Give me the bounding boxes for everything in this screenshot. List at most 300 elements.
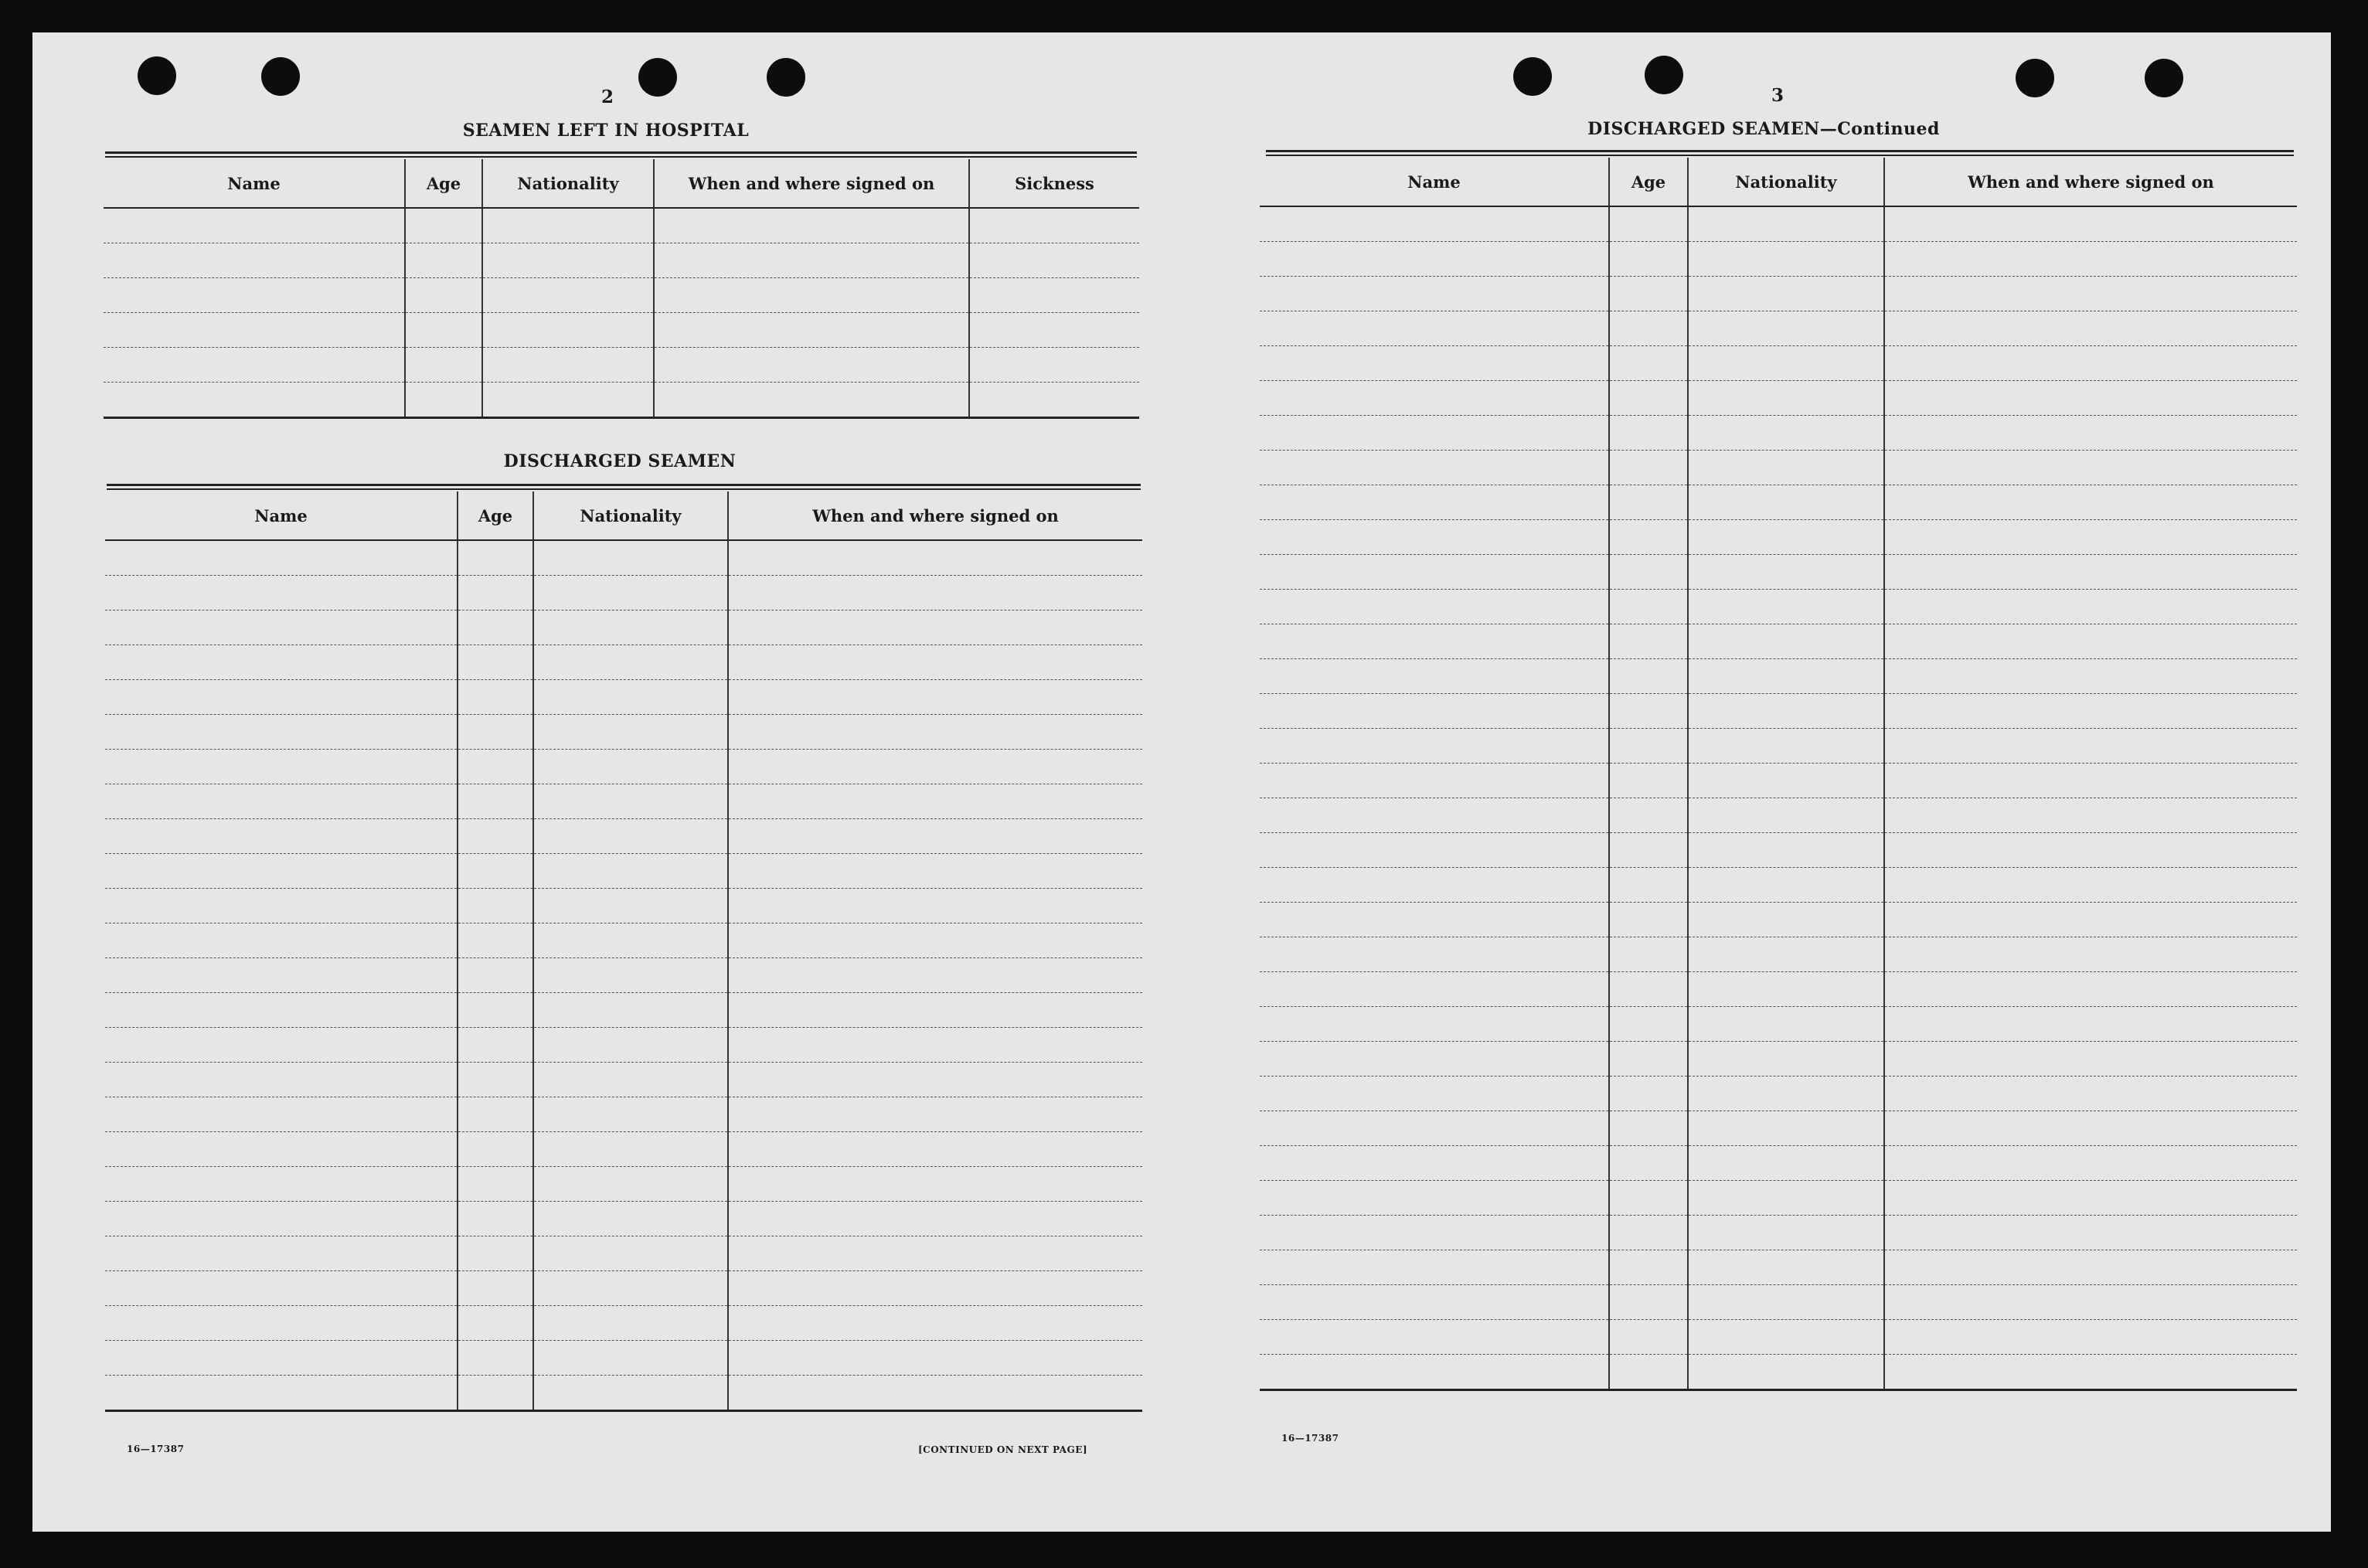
table-cell (533, 1028, 728, 1063)
table-row (1260, 485, 2297, 520)
punch-hole (261, 57, 300, 96)
table-cell (1260, 1077, 1609, 1111)
table-cell (533, 540, 728, 576)
table-cell (728, 1097, 1142, 1132)
table-cell (1260, 590, 1609, 624)
column-header-name: Name (105, 491, 458, 540)
table-cell (1688, 346, 1884, 381)
table-cell (1609, 311, 1688, 346)
table-cell (1260, 694, 1609, 729)
table-row (104, 278, 1139, 313)
table-cell (728, 1028, 1142, 1063)
table-cell (969, 278, 1139, 313)
table-row (1260, 659, 2297, 694)
table-cell (533, 1341, 728, 1376)
hospital-table (104, 159, 1139, 419)
table-cell (1260, 764, 1609, 798)
table-cell (1609, 937, 1688, 972)
table-cell (105, 1271, 458, 1306)
table-cell (1609, 903, 1688, 937)
table-row (105, 680, 1142, 715)
table-row (105, 576, 1142, 611)
table-row (105, 1341, 1142, 1376)
form-number: 16—17387 (1281, 1433, 1339, 1444)
table-row (1260, 1007, 2297, 1042)
table-cell (405, 278, 482, 313)
table-cell (105, 854, 458, 889)
table-cell (105, 958, 458, 993)
table-cell (105, 1097, 458, 1132)
table-row (105, 611, 1142, 645)
table-cell (1688, 1320, 1884, 1355)
table-cell (104, 313, 405, 348)
table-cell (1260, 1216, 1609, 1250)
table-row (1260, 868, 2297, 903)
table-cell (1884, 381, 2297, 416)
hospital-table-body (104, 208, 1139, 418)
punch-hole (638, 58, 677, 97)
table-cell (1260, 1111, 1609, 1146)
table-cell (1260, 381, 1609, 416)
table-cell (1260, 1007, 1609, 1042)
table-cell (1884, 520, 2297, 555)
table-cell (1688, 520, 1884, 555)
table-cell (1609, 972, 1688, 1007)
table-cell (1260, 346, 1609, 381)
table-cell (1884, 277, 2297, 311)
table-row (104, 243, 1139, 278)
table-cell (1884, 937, 2297, 972)
table-cell (1688, 590, 1884, 624)
table-cell (1688, 311, 1884, 346)
table-cell (104, 383, 405, 418)
table-cell (1688, 1111, 1884, 1146)
table-cell (728, 645, 1142, 680)
table-cell (654, 383, 969, 418)
column-header-nationality: Nationality (482, 159, 654, 208)
table-cell (1260, 903, 1609, 937)
table-cell (533, 819, 728, 854)
table-cell (728, 819, 1142, 854)
column-header-age: Age (458, 491, 533, 540)
table-cell (482, 243, 654, 278)
section-title-discharged: DISCHARGED SEAMEN (503, 451, 737, 471)
table-cell (1260, 659, 1609, 694)
table-row (104, 313, 1139, 348)
section-rule (105, 151, 1137, 158)
table-cell (1260, 520, 1609, 555)
table-cell (105, 1236, 458, 1271)
table-cell (533, 1236, 728, 1271)
table-cell (1884, 694, 2297, 729)
table-cell (1260, 1042, 1609, 1077)
table-row (1260, 624, 2297, 659)
table-cell (1609, 1042, 1688, 1077)
table-cell (728, 750, 1142, 784)
discharged-table-right (1260, 158, 2297, 1391)
table-cell (104, 278, 405, 313)
table-cell (458, 611, 533, 645)
table-cell (458, 1028, 533, 1063)
table-row (105, 540, 1142, 576)
table-cell (1884, 764, 2297, 798)
table-row (1260, 555, 2297, 590)
table-cell (1609, 833, 1688, 868)
table-cell (1609, 1007, 1688, 1042)
table-cell (1688, 659, 1884, 694)
table-cell (1884, 242, 2297, 277)
table-cell (654, 313, 969, 348)
table-cell (533, 1202, 728, 1236)
table-cell (458, 819, 533, 854)
table-cell (105, 576, 458, 611)
table-cell (533, 923, 728, 958)
table-cell (1609, 624, 1688, 659)
column-header-age: Age (1609, 158, 1688, 206)
table-cell (969, 208, 1139, 243)
table-cell (104, 243, 405, 278)
table-cell (1688, 624, 1884, 659)
table-cell (482, 313, 654, 348)
table-cell (1688, 972, 1884, 1007)
punch-hole (1645, 56, 1683, 94)
table-cell (728, 1341, 1142, 1376)
table-cell (1260, 1146, 1609, 1181)
table-cell (104, 208, 405, 243)
table-cell (1260, 485, 1609, 520)
table-cell (482, 278, 654, 313)
table-row (105, 1202, 1142, 1236)
table-cell (1609, 694, 1688, 729)
punch-hole (2145, 59, 2183, 97)
table-row (104, 208, 1139, 243)
table-cell (533, 889, 728, 923)
table-cell (1884, 1111, 2297, 1146)
table-cell (1260, 416, 1609, 451)
table-cell (969, 383, 1139, 418)
table-cell (1884, 1181, 2297, 1216)
table-row (105, 889, 1142, 923)
section-rule (107, 484, 1141, 490)
table-cell (1884, 1077, 2297, 1111)
table-cell (1260, 729, 1609, 764)
table-row (105, 1167, 1142, 1202)
column-header-sickness: Sickness (969, 159, 1139, 208)
table-row (1260, 1077, 2297, 1111)
table-cell (1609, 1181, 1688, 1216)
table-cell (1688, 798, 1884, 833)
table-cell (1609, 868, 1688, 903)
table-cell (458, 680, 533, 715)
table-cell (728, 715, 1142, 750)
table-cell (1884, 729, 2297, 764)
table-row (105, 784, 1142, 819)
table-cell (1609, 659, 1688, 694)
table-cell (728, 1306, 1142, 1341)
table-cell (1688, 451, 1884, 485)
page-number: 3 (1771, 85, 1785, 106)
table-cell (1884, 590, 2297, 624)
table-row (105, 958, 1142, 993)
table-cell (482, 348, 654, 383)
table-cell (1688, 1355, 1884, 1390)
table-cell (1884, 416, 2297, 451)
table-cell (1609, 381, 1688, 416)
table-cell (1609, 555, 1688, 590)
table-row (105, 1132, 1142, 1167)
table-cell (969, 243, 1139, 278)
table-row (1260, 277, 2297, 311)
table-row (105, 993, 1142, 1028)
table-cell (728, 1132, 1142, 1167)
table-cell (728, 1271, 1142, 1306)
table-cell (533, 993, 728, 1028)
table-cell (1609, 590, 1688, 624)
table-cell (1609, 1111, 1688, 1146)
table-cell (1260, 206, 1609, 242)
table-cell (728, 576, 1142, 611)
table-cell (1688, 1146, 1884, 1181)
table-row (1260, 1181, 2297, 1216)
discharged-table-left-body (105, 540, 1142, 1411)
table-cell (105, 1306, 458, 1341)
table-cell (1884, 1250, 2297, 1285)
table-row (1260, 972, 2297, 1007)
punch-hole (138, 56, 176, 95)
table-cell (458, 1167, 533, 1202)
table-row (1260, 694, 2297, 729)
table-cell (654, 348, 969, 383)
table-cell (533, 576, 728, 611)
punch-hole (2016, 59, 2054, 97)
table-cell (1884, 1007, 2297, 1042)
table-cell (458, 1063, 533, 1097)
table-cell (1609, 1077, 1688, 1111)
table-cell (105, 715, 458, 750)
continued-note: [CONTINUED ON NEXT PAGE] (918, 1444, 1088, 1455)
table-row (1260, 1320, 2297, 1355)
table-cell (105, 819, 458, 854)
table-row (104, 348, 1139, 383)
table-row (1260, 346, 2297, 381)
table-cell (1884, 903, 2297, 937)
table-row (1260, 1042, 2297, 1077)
table-cell (1688, 903, 1884, 937)
table-cell (458, 854, 533, 889)
table-cell (1609, 1250, 1688, 1285)
table-cell (105, 784, 458, 819)
column-header-name: Name (104, 159, 405, 208)
table-cell (533, 1132, 728, 1167)
table-cell (1260, 624, 1609, 659)
table-cell (458, 1202, 533, 1236)
table-cell (1609, 729, 1688, 764)
table-cell (728, 1376, 1142, 1411)
table-cell (533, 1376, 728, 1411)
table-cell (1260, 277, 1609, 311)
table-cell (105, 1028, 458, 1063)
column-header-signed-on: When and where signed on (728, 491, 1142, 540)
table-cell (1688, 868, 1884, 903)
table-cell (458, 645, 533, 680)
table-cell (458, 1271, 533, 1306)
table-cell (105, 1202, 458, 1236)
table-row (1260, 206, 2297, 242)
section-title-discharged-continued: DISCHARGED SEAMEN—Continued (1587, 119, 1940, 139)
table-cell (533, 645, 728, 680)
table-cell (105, 1167, 458, 1202)
table-row (105, 1028, 1142, 1063)
table-cell (458, 750, 533, 784)
table-cell (458, 1132, 533, 1167)
discharged-table-right-body (1260, 206, 2297, 1390)
form-sheet (32, 32, 2331, 1532)
discharged-table-left (105, 491, 1142, 1412)
table-cell (1884, 1320, 2297, 1355)
table-header-row (104, 159, 1139, 208)
table-cell (105, 540, 458, 576)
table-cell (1609, 451, 1688, 485)
table-cell (728, 1202, 1142, 1236)
table-cell (405, 383, 482, 418)
table-cell (1688, 1285, 1884, 1320)
table-cell (728, 923, 1142, 958)
table-cell (458, 715, 533, 750)
table-cell (1609, 485, 1688, 520)
table-header-row (1260, 158, 2297, 206)
table-row (1260, 381, 2297, 416)
table-cell (728, 1063, 1142, 1097)
table-row (1260, 1146, 2297, 1181)
table-cell (1688, 416, 1884, 451)
table-cell (533, 1306, 728, 1341)
table-cell (1260, 451, 1609, 485)
table-cell (1884, 868, 2297, 903)
table-cell (105, 923, 458, 958)
table-cell (1609, 242, 1688, 277)
table-cell (1260, 798, 1609, 833)
table-cell (1884, 659, 2297, 694)
table-cell (1688, 729, 1884, 764)
table-cell (1609, 206, 1688, 242)
table-cell (1609, 1146, 1688, 1181)
table-cell (1884, 555, 2297, 590)
table-cell (1260, 1320, 1609, 1355)
table-row (1260, 937, 2297, 972)
table-cell (1688, 764, 1884, 798)
table-cell (1884, 311, 2297, 346)
table-cell (1260, 555, 1609, 590)
table-cell (405, 208, 482, 243)
column-header-nationality: Nationality (533, 491, 728, 540)
table-cell (1688, 485, 1884, 520)
table-cell (1609, 1285, 1688, 1320)
table-cell (458, 784, 533, 819)
table-cell (1688, 1250, 1884, 1285)
table-header-row (105, 491, 1142, 540)
form-number: 16—17387 (127, 1444, 185, 1454)
table-row (105, 1236, 1142, 1271)
column-header-name: Name (1260, 158, 1609, 206)
table-row (105, 854, 1142, 889)
table-cell (533, 1167, 728, 1202)
table-row (1260, 764, 2297, 798)
table-row (1260, 798, 2297, 833)
table-row (105, 1063, 1142, 1097)
table-cell (533, 1063, 728, 1097)
table-cell (482, 383, 654, 418)
table-cell (405, 348, 482, 383)
table-cell (1688, 277, 1884, 311)
table-cell (728, 993, 1142, 1028)
table-row (105, 645, 1142, 680)
table-cell (1688, 1077, 1884, 1111)
table-cell (105, 680, 458, 715)
table-cell (728, 1167, 1142, 1202)
table-cell (1688, 1007, 1884, 1042)
column-header-nationality: Nationality (1688, 158, 1884, 206)
table-row (1260, 520, 2297, 555)
table-cell (104, 348, 405, 383)
table-row (1260, 1285, 2297, 1320)
table-row (1260, 416, 2297, 451)
table-cell (458, 540, 533, 576)
table-cell (969, 348, 1139, 383)
section-rule (1266, 150, 2294, 156)
table-cell (1609, 1320, 1688, 1355)
table-row (1260, 451, 2297, 485)
table-cell (728, 854, 1142, 889)
table-cell (405, 313, 482, 348)
table-cell (1260, 311, 1609, 346)
table-cell (533, 1097, 728, 1132)
table-cell (1884, 451, 2297, 485)
table-cell (482, 208, 654, 243)
table-row (1260, 729, 2297, 764)
table-row (1260, 242, 2297, 277)
table-cell (1688, 1042, 1884, 1077)
table-row (104, 383, 1139, 418)
table-row (105, 1097, 1142, 1132)
table-cell (1609, 520, 1688, 555)
table-cell (458, 923, 533, 958)
table-cell (728, 784, 1142, 819)
table-cell (728, 680, 1142, 715)
table-cell (533, 784, 728, 819)
table-cell (458, 1376, 533, 1411)
table-cell (1609, 277, 1688, 311)
table-cell (533, 750, 728, 784)
table-cell (1688, 206, 1884, 242)
table-cell (728, 958, 1142, 993)
table-cell (1884, 1216, 2297, 1250)
table-cell (105, 750, 458, 784)
table-cell (1260, 1181, 1609, 1216)
table-cell (654, 278, 969, 313)
table-cell (1260, 937, 1609, 972)
table-cell (1884, 798, 2297, 833)
table-cell (1884, 624, 2297, 659)
table-row (1260, 833, 2297, 868)
table-cell (1884, 1285, 2297, 1320)
table-cell (105, 1132, 458, 1167)
table-cell (533, 1271, 728, 1306)
table-row (105, 1306, 1142, 1341)
table-cell (458, 1236, 533, 1271)
table-cell (1260, 242, 1609, 277)
table-cell (458, 1341, 533, 1376)
table-row (105, 1376, 1142, 1411)
